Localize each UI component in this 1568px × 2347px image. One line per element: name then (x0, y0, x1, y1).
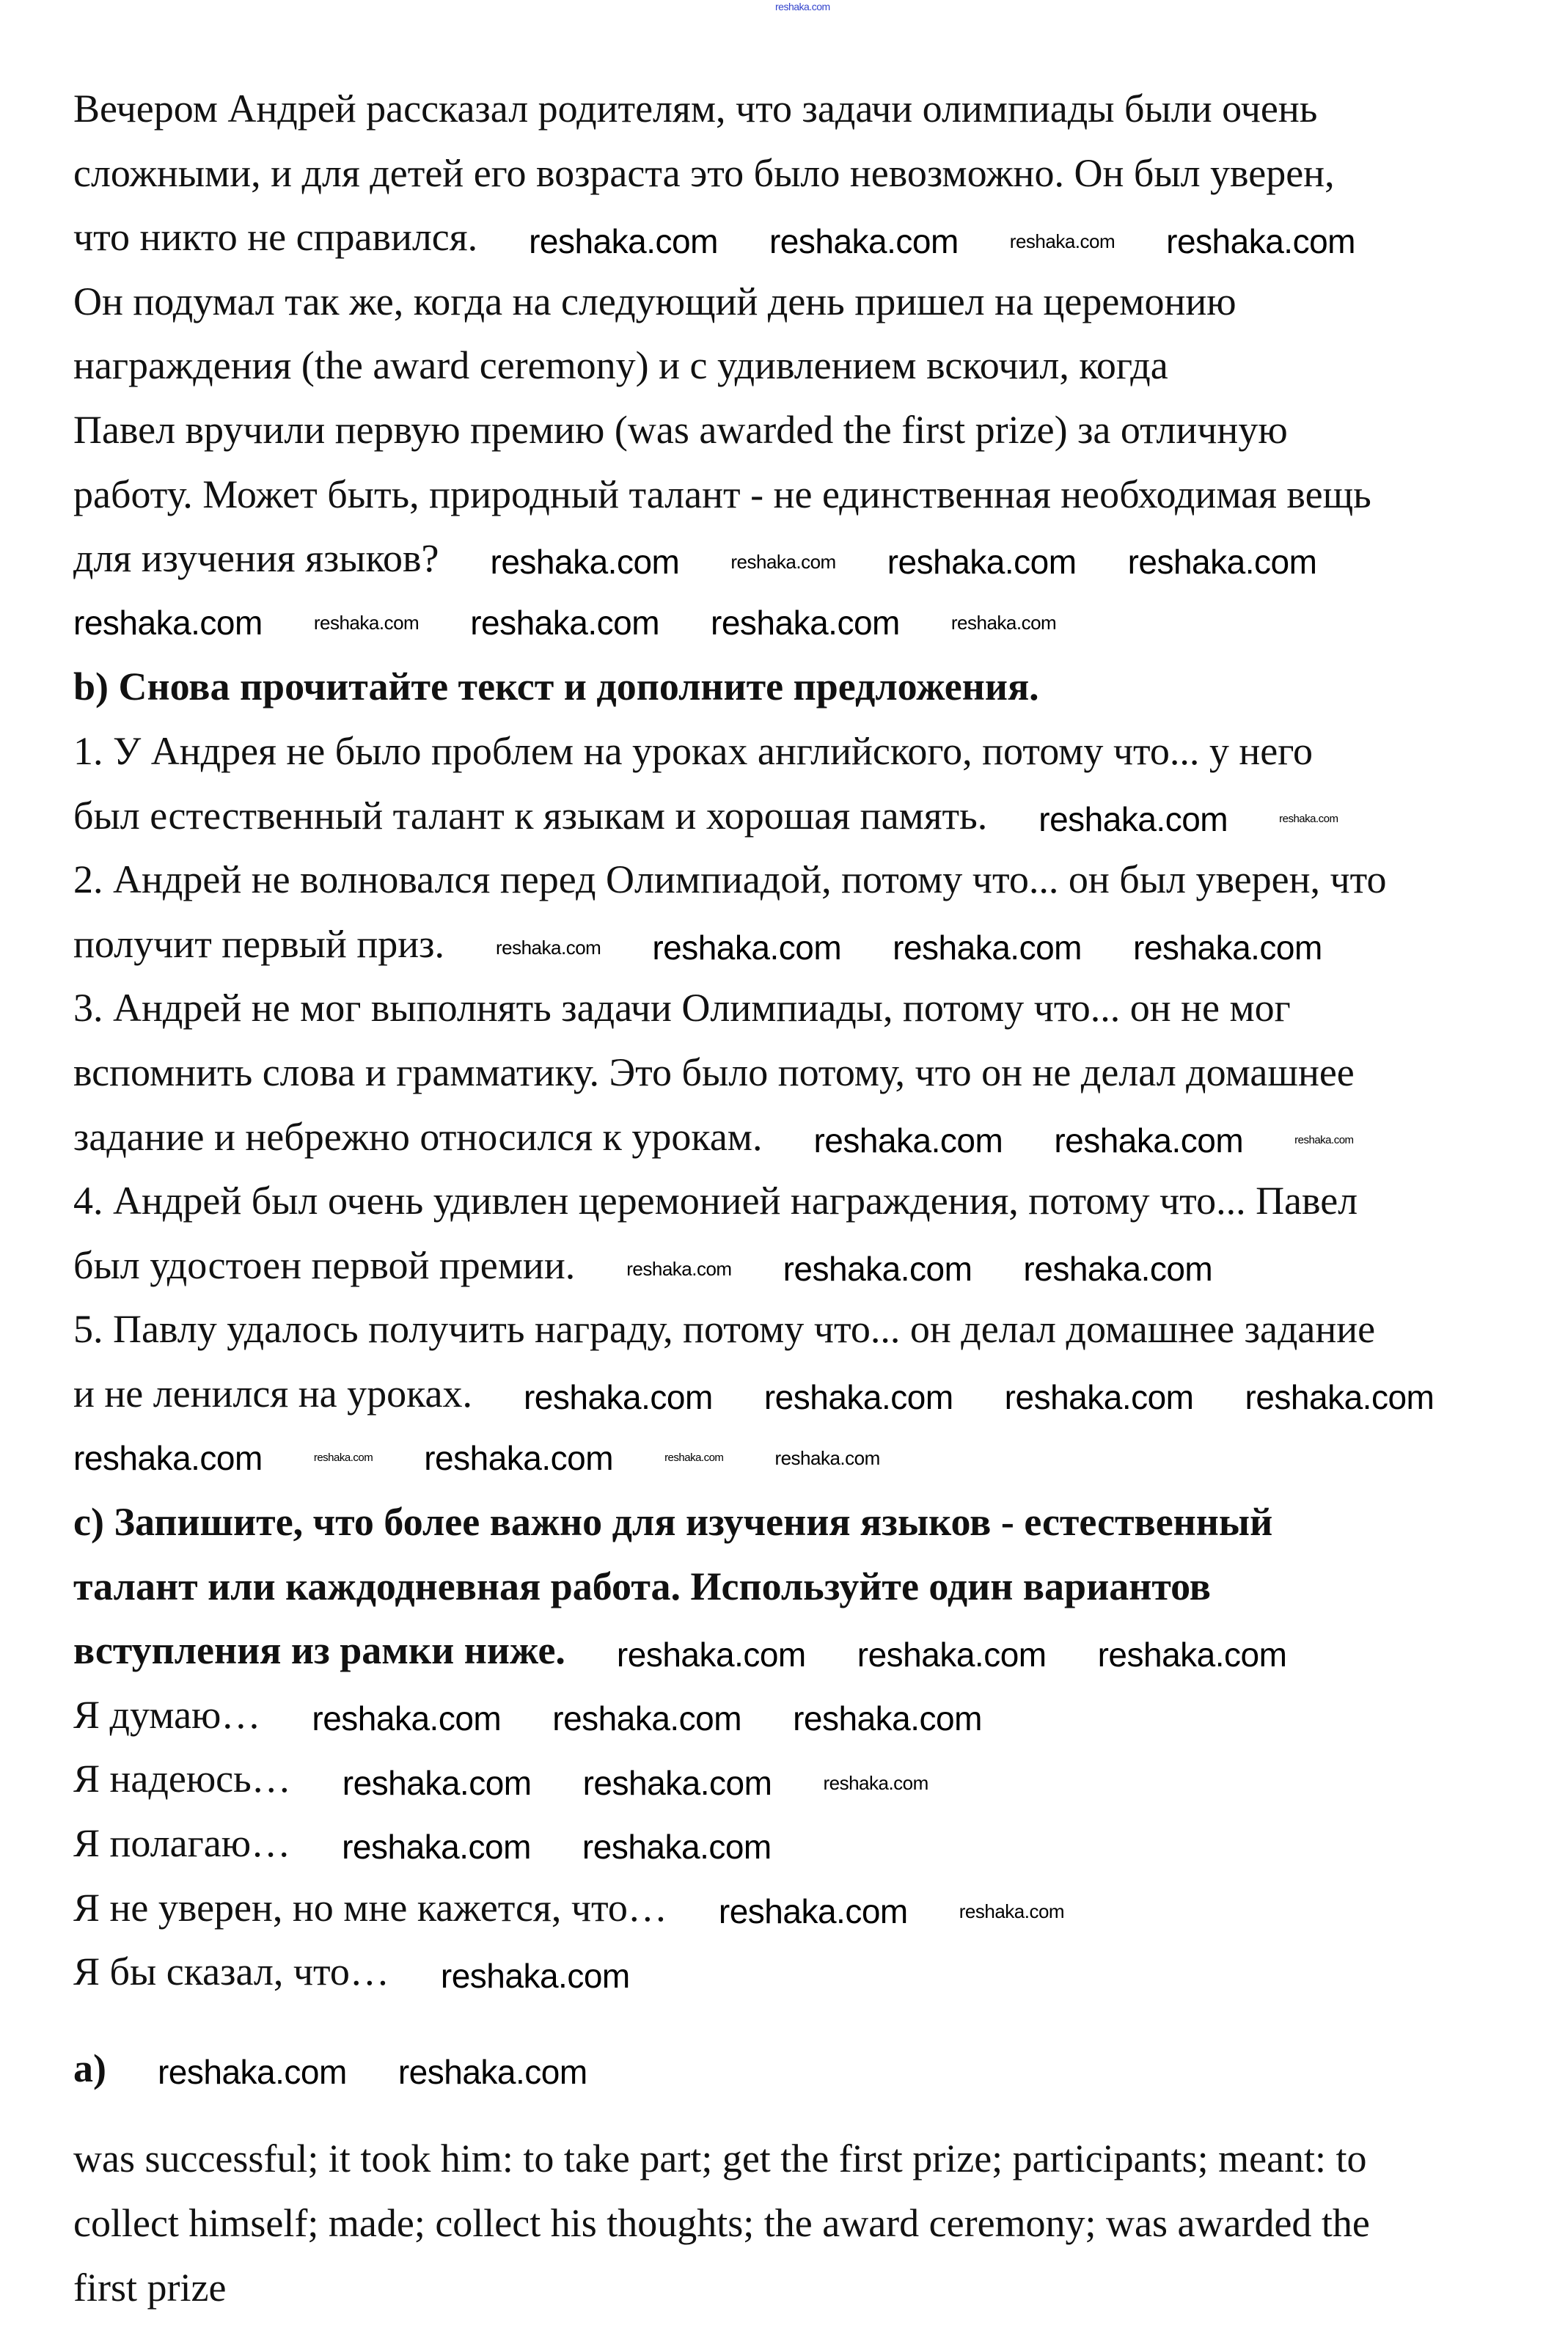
watermark: reshaka.com (718, 1892, 908, 1930)
text-line-content: получит первый приз. (73, 921, 444, 966)
watermark: reshaka.com (523, 1378, 713, 1417)
watermark: reshaka.com (616, 1635, 806, 1674)
phrase-content: Я думаю… (73, 1692, 261, 1737)
phrase (73, 1747, 1540, 1812)
answer-a-label: a) (73, 2046, 106, 2090)
watermark: reshaka.com (424, 1438, 614, 1477)
text-line (73, 1169, 1540, 1234)
text-line (73, 1297, 1540, 1362)
watermark: reshaka.com (783, 1250, 972, 1288)
watermark: reshaka.com (763, 1378, 953, 1417)
watermark: reshaka.com (312, 1699, 502, 1738)
watermark: reshaka.com (823, 1771, 928, 1794)
text-line-content: задание и небрежно относился к урокам. (73, 1114, 763, 1159)
text-line-content: 1. У Андрея не было проблем на уроках английского, потому что... у него (73, 728, 1314, 773)
watermark: reshaka.com (552, 1699, 742, 1738)
heading-line-content: c) Запишите, что более важно для изучения языков - естественный (73, 1500, 1273, 1545)
text-line-content: 3. Андрей не мог выполнять задачи Олимпиады, потому что... он не мог (73, 986, 1291, 1030)
watermark: reshaka.com (398, 2053, 587, 2092)
watermark: reshaka.com (711, 604, 900, 642)
watermark: reshaka.com (1097, 1635, 1287, 1674)
document-body (73, 77, 1540, 2320)
answer-a-label-line (73, 2037, 1540, 2101)
text-line (73, 784, 1540, 849)
text-line-content: сложными, и для детей его возраста это было невозможно. Он был уверен, (73, 150, 1335, 195)
watermark: reshaka.com (887, 543, 1077, 582)
watermark: reshaka.com (582, 1828, 772, 1867)
watermark: reshaka.com (626, 1258, 732, 1280)
phrase (73, 1683, 1540, 1748)
watermark: reshaka.com (1038, 799, 1228, 838)
text-line-content: был удостоен первой премии. (73, 1242, 576, 1287)
text-line (73, 205, 1540, 270)
text-line-content: и не ленился на уроках. (73, 1371, 472, 1416)
watermark: reshaka.com (1054, 1121, 1244, 1160)
phrase (73, 1940, 1540, 2004)
watermark-row (73, 1426, 1540, 1490)
text-line (73, 77, 1540, 142)
text-line-content: что никто не справился. (73, 215, 478, 260)
text-line (73, 2192, 1540, 2256)
watermark: reshaka.com (490, 543, 680, 582)
text-line-content: was successful; it took him: to take part; get the first prize; participants; meant: to (73, 2137, 1367, 2181)
text-line-content: 4. Андрей был очень удивлен церемонией награждения, потому что... Павел (73, 1179, 1358, 1223)
task-b (73, 655, 1540, 1426)
phrase-content: Я бы сказал, что… (73, 1949, 389, 1994)
text-line-content: был естественный талант к языкам и хорошая память. (73, 793, 988, 838)
text-line-content: 5. Павлу удалось получить награду, потому что... он делал домашнее задание (73, 1307, 1376, 1352)
watermark: reshaka.com (1294, 1133, 1354, 1146)
text-line (73, 912, 1540, 977)
text-line-content: награждения (the award ceremony) и с удивлением вскочил, когда (73, 343, 1168, 388)
text-line-content: для изучения языков? (73, 536, 439, 581)
watermark: reshaka.com (1023, 1250, 1213, 1288)
phrase (73, 1876, 1540, 1941)
watermark: reshaka.com (857, 1635, 1047, 1674)
phrase-content: Я не уверен, но мне кажется, что… (73, 1885, 667, 1930)
text-line-content: collect himself; made; collect his thoughts; the award ceremony; was awarded the (73, 2201, 1370, 2245)
watermark: reshaka.com (950, 612, 1057, 634)
text-line-content: Он подумал так же, когда на следующий день пришел на церемонию (73, 279, 1237, 323)
text-line (73, 270, 1540, 334)
watermark: reshaka.com (1004, 1378, 1194, 1417)
heading-line-content: талант или каждодневная работа. Используйте один вариантов (73, 1564, 1211, 1608)
watermark: reshaka.com (769, 221, 959, 260)
task-c-heading (73, 1490, 1540, 1555)
watermark: reshaka.com (664, 1451, 724, 1465)
watermark: reshaka.com (342, 1828, 531, 1867)
watermark: reshaka.com (959, 1900, 1065, 1922)
text-line-content: 2. Андрей не волновался перед Олимпиадой, потому что... он был уверен, что (73, 857, 1387, 902)
text-line-content: работу. Может быть, природный талант - не единственная необходимая вещь (73, 472, 1371, 516)
task-b-heading: b) Снова прочитайте текст и дополните предложения. (73, 664, 1039, 709)
text-line (73, 398, 1540, 463)
heading-line-content: вступления из рамки ниже. (73, 1628, 565, 1673)
watermark: reshaka.com (813, 1121, 1003, 1160)
watermark: reshaka.com (73, 1438, 263, 1477)
text-line (73, 1234, 1540, 1298)
answer-a (73, 2037, 1540, 2320)
intro-paragraph (73, 77, 1540, 591)
text-line (73, 2127, 1540, 2192)
watermark: reshaka.com (1166, 221, 1355, 260)
phrase (73, 1812, 1540, 1876)
text-line (73, 463, 1540, 527)
watermark-row (73, 591, 1540, 656)
watermark: reshaka.com (440, 1956, 630, 1995)
watermark: reshaka.com (1127, 543, 1317, 582)
watermark: reshaka.com (774, 1446, 880, 1469)
phrase-content: Я полагаю… (73, 1821, 291, 1866)
text-line-content: Павел вручили первую премию (was awarded the first prize) за отличную (73, 407, 1288, 452)
watermark: reshaka.com (342, 1763, 532, 1802)
phrase-content: Я надеюсь… (73, 1757, 291, 1801)
text-line (73, 1105, 1540, 1170)
watermark: reshaka.com (313, 1451, 373, 1465)
task-c-heading (73, 1555, 1540, 1619)
watermark: reshaka.com (529, 221, 718, 260)
watermark: reshaka.com (582, 1763, 772, 1802)
text-line (73, 848, 1540, 912)
text-line (73, 1041, 1540, 1105)
text-line (73, 720, 1540, 784)
text-line-content: вспомнить слова и грамматику. Это было потому, что он не делал домашнее (73, 1050, 1355, 1094)
text-line (73, 976, 1540, 1041)
watermark: reshaka.com (73, 604, 263, 642)
watermark: reshaka.com (1279, 812, 1338, 825)
text-line (73, 334, 1540, 398)
watermark: reshaka.com (1245, 1378, 1435, 1417)
task-c (73, 1490, 1540, 2004)
text-line (73, 142, 1540, 206)
watermark: reshaka.com (1133, 929, 1322, 967)
text-line-content: first prize (73, 2265, 227, 2310)
watermark: reshaka.com (893, 929, 1082, 967)
watermark: reshaka.com (1009, 230, 1115, 252)
watermark: reshaka.com (495, 937, 601, 959)
watermark: reshaka.com (313, 612, 420, 634)
watermark: reshaka.com (775, 1, 830, 12)
text-line (73, 527, 1540, 591)
watermark: reshaka.com (793, 1699, 982, 1738)
task-c-heading (73, 1619, 1540, 1683)
watermark: reshaka.com (470, 604, 660, 642)
watermark: reshaka.com (730, 551, 836, 574)
text-line (73, 2256, 1540, 2321)
text-line (73, 1362, 1540, 1427)
watermark: reshaka.com (652, 929, 842, 967)
watermark: reshaka.com (157, 2053, 347, 2092)
text-line-content: Вечером Андрей рассказал родителям, что задачи олимпиады были очень (73, 87, 1318, 131)
